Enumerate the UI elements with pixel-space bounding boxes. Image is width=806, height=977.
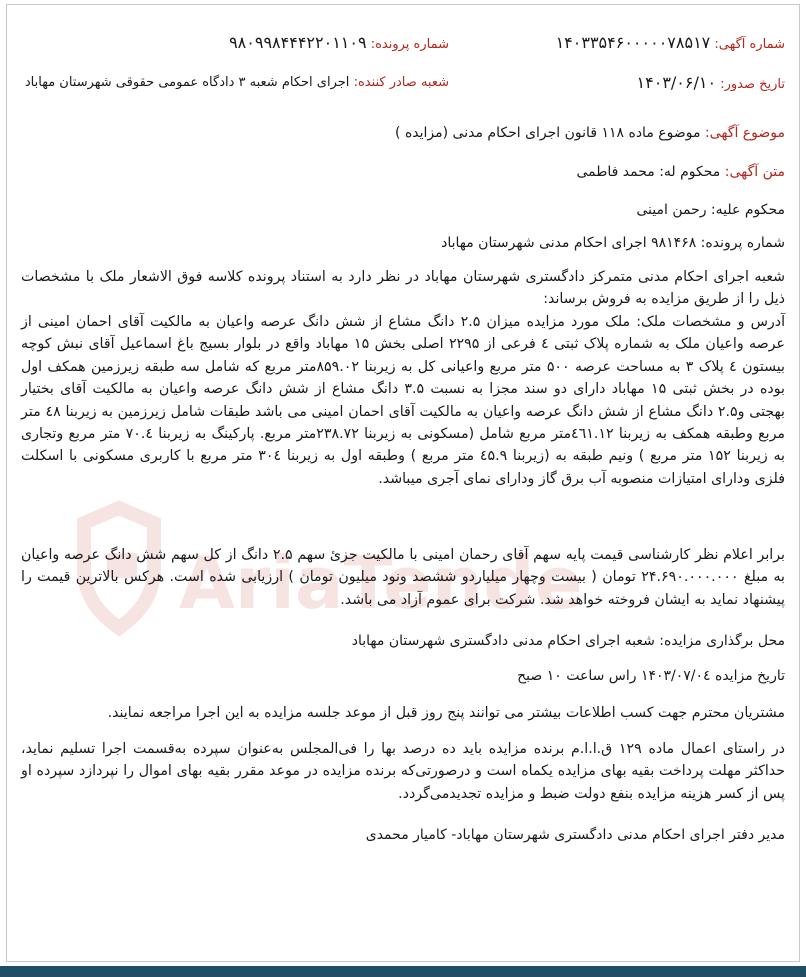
subject-row xyxy=(395,125,785,141)
ruled-against: محکوم علیه: رحمن امینی xyxy=(636,202,785,218)
case-line: شماره پرونده: ۹۸۱۴۶۸ اجرای احکام مدنی شهرستان مهاباد xyxy=(441,235,785,251)
notice-text-row xyxy=(576,164,785,180)
payment-terms-paragraph: در راستای اعمال ماده ۱۲۹ ق.ا.ا.م برنده مزایده باید ده درصد بها را فی‌المجلس به‌عنوان سپرده به‌قسمت اجرا تسلیم نماید، حداکثر مهلت پرداخت بقیه بهای مزایده یکماه است و درصورتی‌که برنده مزایده در موعد مقرر بقیه بهای اموال را نپردازد سپرده او پس از کسر هزینه مزایده بنفع دولت ضبط و مزایده تجدیدمی‌گردد. xyxy=(21,741,785,802)
subject-label: موضوع آگهی: xyxy=(704,125,785,141)
venue-line: محل برگذاری مزایده: شعبه اجرای احکام مدنی دادگستری شهرستان مهاباد xyxy=(351,633,785,649)
notice-number-row xyxy=(556,33,785,52)
case-number: ۹۸۰۹۹۸۴۴۴۲۲۰۱۱۰۹ xyxy=(229,33,367,52)
subject-value: موضوع ماده ۱۱۸ قانون اجرای احکام مدنی (مزایده ) xyxy=(395,125,701,141)
case-number-row xyxy=(229,33,449,52)
issuing-branch-label: شعبه صادر کننده: xyxy=(353,75,449,90)
notice-number-label: شماره آگهی: xyxy=(714,37,785,52)
issue-date: ۱۴۰۳/۰۶/۱۰ xyxy=(636,73,717,92)
property-paragraph: آدرس و مشخصات ملک: ملک مورد مزایده میزان ۲.۵ دانگ مشاع از شش دانگ عرصه واعیان به مالکیت آقای احمان امینی از عرصه واعیان ملک به شماره پلاک ثبتی ٤ فرعی از ۲۲۹۵ اصلی بخش ۱۵ مهاباد واقع در بلوار بسیج باغ اسماعیل آقای نبش کوچه بیستون ٤ پلاک ۳ به مساحت عرصه ۵۰۰ متر مربع واعیانی کل به زیربنا ۸۵۹.۰۲متر مربع که شامل سه طبقه زیرزمین همکف اول بوده در بخش ثبتی ۱۵ مهاباد دارای دو سند مجزا به نسبت ۳.۵ دانگ مشاع از شش دانگ عرصه واعیان به مالکیت آقای بختیار بهجتی و۲.۵ دانگ مشاع از شش دانگ عرصه واعیان به مالکیت آقای احمان امینی می باشد طبقات شامل زیرزمین به زیربنا ٤٨ متر مربع وطبقه همکف به زیربنا ٤٦١.١٢متر مربع شامل (مسکونی به زیربنا ۲۳۸.۷۲متر مربع. پارکینگ به زیربنا ۷۰.٤ متر مربع وتجاری به زیربنا ۱۵۲ متر مربع ) ونیم طبقه به (زیربنا ٤۵.۹ متر مربع ) وطبقه اول به زیربنا ۳۰٤ متر مربع با کاربری مسکونی با اسکلت فلزی ودارای امتیازات منصوبه آب برق گاز ودارای نمای آجری میباشد. xyxy=(21,314,786,487)
ruled-for: محکوم له: محمد فاطمی xyxy=(576,164,721,180)
info-notice: مشتریان محترم جهت کسب اطلاعات بیشتر می توانند پنج روز قبل از موعد جلسه مزایده به این اجرا مراجعه نمایند. xyxy=(107,705,785,721)
bottom-bar xyxy=(0,966,806,977)
case-number-label: شماره پرونده: xyxy=(370,37,449,52)
issuing-branch-row xyxy=(25,75,449,90)
intro-paragraph: شعبه اجرای احکام مدنی متمرکز دادگستری شهرستان مهاباد در نظر دارد به استناد پرونده کلاسه فوق الاشعار ملک با مشخصات ذیل را از طریق مزایده به فروش برساند: xyxy=(21,269,785,308)
issue-date-row xyxy=(637,73,785,92)
watermark-text: AriaTende xyxy=(179,541,579,625)
issue-date-label: تاریخ صدور: xyxy=(720,77,785,92)
signature-line: مدیر دفتر اجرای احکام مدنی دادگستری شهرستان مهاباد- کامیار محمدی xyxy=(365,827,785,843)
notice-number: ۱۴۰۳۳۵۴۶۰۰۰۰۰۷۸۵۱۷ xyxy=(555,33,711,52)
auction-date-line: تاریخ مزایده ۱۴۰۳/۰۷/۰٤ راس ساعت ۱۰ صبح xyxy=(517,668,785,684)
valuation-paragraph: برابر اعلام نظر کارشناسی قیمت پایه سهم آقای رحمان امینی با مالکیت جزئ سهم ۲.۵ دانگ از کل سهم شش دانگ عرصه واعیان به مبلغ ۲۴.۶۹۰.۰۰۰.۰۰۰ تومان ( بیست وچهار میلیاردو ششصد ونود میلیون تومان ) ارزیابی شده است. هرکس بالاترین قیمت را پیشنهاد نماید به ایشان فروخته خواهد شد. شرکت برای عموم آزاد می باشد. xyxy=(21,547,786,608)
notice-frame xyxy=(6,4,800,962)
issuing-branch: اجرای احکام شعبه ۳ دادگاه عمومی حقوقی شهرستان مهاباد xyxy=(24,75,350,90)
notice-text-label: متن آگهی: xyxy=(724,164,785,180)
